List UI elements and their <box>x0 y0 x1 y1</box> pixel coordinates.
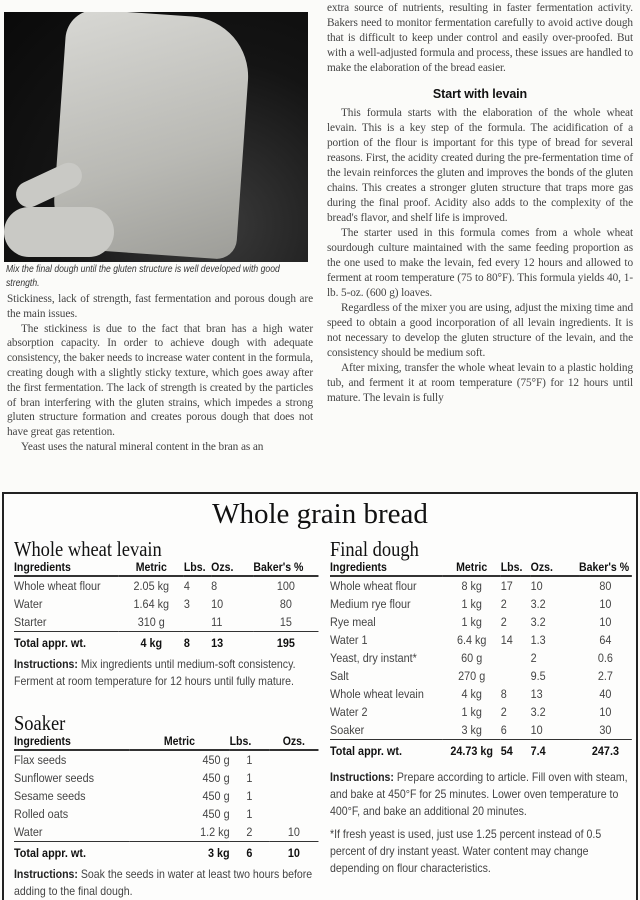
paragraph: This formula starts with the elaboration of the whole wheat levain. This is a key step of the formula. The acidification of a portion of the flour is important for this type of bread for several reasons. First, the acidity created during the pre-fermentation time of the levain reinforces the gluten and improves the bonds of the gluten chains. This creates a stronger gluten structure that traps more gas during the final proof. Acidity also adds to the complexity of the bread's flavor, and shelf life is improved. <box>327 107 633 224</box>
table-cell: 0.6 <box>597 651 613 665</box>
table-cell: Sunflower seeds <box>14 771 95 785</box>
paragraph: Yeast uses the natural mineral content in the bran as an <box>21 440 264 453</box>
table-cell: 10 <box>530 579 543 593</box>
table-cell: 8 <box>184 632 211 655</box>
table-row <box>14 769 318 787</box>
hand <box>4 207 114 257</box>
paragraph: Stickiness, lack of strength, fast fermentation and porous dough are the main issues. <box>7 293 313 320</box>
photo-caption: Mix the final dough until the gluten structure is well developed with good strength. <box>6 263 280 289</box>
table-cell: Yeast, dry instant* <box>330 651 417 665</box>
final-dough-table <box>330 560 632 762</box>
table-cell: 6.4 kg <box>456 633 487 647</box>
table-cell: Rolled oats <box>14 807 69 821</box>
table-cell: 60 g <box>461 651 483 665</box>
total-row <box>330 740 632 763</box>
table-row <box>330 703 632 721</box>
table-cell: 40 <box>599 687 612 701</box>
table-cell: 100 <box>276 579 295 593</box>
section-title: Whole wheat levain <box>14 537 162 561</box>
table-cell: 6 <box>500 723 507 737</box>
col-metric: Metric <box>119 560 184 576</box>
col-metric: Metric <box>443 560 501 576</box>
col-lbs: Lbs. <box>184 560 211 576</box>
table-cell: 13 <box>530 687 543 701</box>
table-cell: Total appr. wt. <box>14 842 129 865</box>
table-cell: 10 <box>269 842 318 865</box>
table-cell: Salt <box>330 669 349 683</box>
final-dough-section <box>330 538 632 877</box>
table-cell: 3.2 <box>530 597 546 611</box>
table-cell: 10 <box>530 723 543 737</box>
col-lbs: Lbs. <box>501 560 531 576</box>
col-bakers: Baker's % <box>253 560 318 576</box>
table-row <box>14 595 318 613</box>
table-cell: Flax seeds <box>14 753 67 767</box>
table-row <box>14 613 318 632</box>
col-ingredients: Ingredients <box>330 560 443 576</box>
table-cell: 1.2 kg <box>200 825 230 839</box>
table-header <box>14 734 318 750</box>
col-ozs: Ozs. <box>531 560 579 576</box>
table-header <box>330 560 632 576</box>
table-row <box>14 823 318 842</box>
table-cell: 450 g <box>202 807 230 821</box>
table-cell: 7.4 <box>531 740 579 763</box>
table-row <box>330 595 632 613</box>
table-cell <box>269 805 318 823</box>
table-cell: 1 <box>246 753 253 767</box>
soaker-instructions <box>14 866 318 900</box>
table-cell: 3.2 <box>530 705 546 719</box>
table-cell: 3 kg <box>129 842 229 865</box>
table-cell: 4 <box>183 579 190 593</box>
table-row <box>330 685 632 703</box>
table-cell: 247.3 <box>579 740 632 763</box>
table-cell: 1 <box>246 771 253 785</box>
table-cell: 2 <box>500 615 507 629</box>
table-cell: 10 <box>287 825 300 839</box>
instructions-text: Prepare according to article. Fill oven with steam, and bake at 450°F for 25 minutes. Lower oven temperature to 400°F, and bake an additional 20 minutes. <box>330 770 628 818</box>
total-row <box>14 842 318 865</box>
instructions-label: Instructions: <box>330 770 394 784</box>
table-cell: 2.05 kg <box>133 579 170 593</box>
table-cell: 3.2 <box>530 615 546 629</box>
table-cell: 24.73 kg <box>443 740 501 763</box>
col-ingredients: Ingredients <box>14 560 119 576</box>
table-cell: 1 <box>246 789 253 803</box>
levain-instructions <box>14 656 318 690</box>
dough-photo <box>4 12 308 262</box>
table-cell: 10 <box>599 615 612 629</box>
table-header <box>14 560 318 576</box>
table-row <box>330 613 632 631</box>
table-cell: 54 <box>501 740 531 763</box>
right-article-column <box>327 1 633 406</box>
table-cell: Water <box>14 597 43 611</box>
levain-section <box>14 538 318 690</box>
table-cell <box>501 667 531 685</box>
table-cell: 10 <box>599 705 612 719</box>
table-cell: 195 <box>253 632 318 655</box>
table-cell: Soaker <box>330 723 365 737</box>
table-cell: 14 <box>500 633 513 647</box>
table-cell: 3 kg <box>461 723 482 737</box>
instructions-label: Instructions: <box>14 657 78 671</box>
table-cell: 64 <box>599 633 612 647</box>
table-cell: 15 <box>279 615 292 629</box>
soaker-table <box>14 734 318 864</box>
instructions-text: Soak the seeds in water at least two hours before adding to the final dough. <box>14 867 313 898</box>
table-row <box>330 721 632 740</box>
table-row <box>14 750 318 769</box>
table-cell: 6 <box>230 842 270 865</box>
table-cell: 8 <box>500 687 507 701</box>
table-cell: 4 kg <box>119 632 184 655</box>
paragraph: The starter used in this formula comes from a whole wheat sourdough culture maintained with the same feeding proportion as the one used to make the levain, fed every 12 hours and allowed to ferment at room temperature (75 to 80°F). This formula yields 40, 1-lb. 5-oz. (600 g) loaves. <box>327 227 633 299</box>
recipe-title: Whole grain bread <box>212 498 428 530</box>
table-cell <box>184 613 211 632</box>
col-bakers: Baker's % <box>579 560 632 576</box>
table-cell <box>269 769 318 787</box>
col-lbs: Lbs. <box>230 734 270 750</box>
table-cell: 2 <box>500 597 507 611</box>
table-cell: Water 2 <box>330 705 368 719</box>
table-cell: 9.5 <box>530 669 546 683</box>
table-cell: 2 <box>530 651 537 665</box>
table-cell: Total appr. wt. <box>14 632 119 655</box>
footnote: *If fresh yeast is used, just use 1.25 percent instead of 0.5 percent of dry instant yeast. Water content may change depending on flour characteristics. <box>330 827 602 875</box>
soaker-section <box>14 712 318 900</box>
table-cell: Rye meal <box>330 615 376 629</box>
table-cell: 310 g <box>137 615 165 629</box>
table-cell: 2.7 <box>597 669 613 683</box>
final-instructions <box>330 769 632 820</box>
table-cell: 450 g <box>202 753 230 767</box>
table-cell: 11 <box>211 615 223 629</box>
table-cell <box>501 649 531 667</box>
section-title: Final dough <box>330 537 419 561</box>
table-cell: 30 <box>599 723 612 737</box>
table-cell: 8 kg <box>461 579 482 593</box>
table-row <box>14 787 318 805</box>
col-ozs: Ozs. <box>269 734 318 750</box>
table-cell: 1 kg <box>461 615 482 629</box>
col-metric: Metric <box>129 734 229 750</box>
table-cell: 10 <box>211 597 224 611</box>
table-cell: 13 <box>211 632 253 655</box>
table-cell: 450 g <box>202 771 230 785</box>
table-cell: 8 <box>211 579 218 593</box>
table-row <box>330 667 632 685</box>
table-cell: Water 1 <box>330 633 368 647</box>
paragraph: Regardless of the mixer you are using, adjust the mixing time and speed to obtain a good incorporation of all levain ingredients. It is not necessary to develop the gluten structure of the levain, and the consistency should be medium soft. <box>327 302 633 359</box>
instructions-text: Mix ingredients until medium-soft consistency. Ferment at room temperature for 12 hours until fully mature. <box>14 657 296 688</box>
table-cell: 2 <box>500 705 507 719</box>
table-cell: 1 kg <box>461 705 482 719</box>
levain-table <box>14 560 318 654</box>
paragraph: After mixing, transfer the whole wheat levain to a plastic holding tub, and ferment it at room temperature (75°F) for 12 hours until mature. The levain is fully <box>327 362 633 404</box>
section-title: Soaker <box>14 711 66 735</box>
instructions-label: Instructions: <box>14 867 78 881</box>
table-cell: 4 kg <box>461 687 482 701</box>
table-cell: 1.64 kg <box>133 597 170 611</box>
table-cell <box>269 787 318 805</box>
table-cell: 80 <box>279 597 292 611</box>
table-cell: Whole wheat levain <box>330 687 424 701</box>
table-cell: 17 <box>500 579 513 593</box>
table-cell: Starter <box>14 615 47 629</box>
col-ozs: Ozs. <box>211 560 253 576</box>
table-cell <box>269 750 318 769</box>
table-row <box>330 649 632 667</box>
table-cell: 270 g <box>458 669 486 683</box>
table-cell: 1 <box>246 807 253 821</box>
recipe-box <box>2 492 638 900</box>
table-cell: Whole wheat flour <box>330 579 417 593</box>
table-cell: Medium rye flour <box>330 597 411 611</box>
table-cell: 3 <box>183 597 190 611</box>
section-heading: Start with levain <box>432 87 528 101</box>
table-cell: 10 <box>599 597 612 611</box>
table-cell: 2 <box>246 825 253 839</box>
table-cell: Sesame seeds <box>14 789 86 803</box>
table-row <box>14 805 318 823</box>
table-row <box>330 576 632 595</box>
table-cell: 1.3 <box>530 633 546 647</box>
paragraph: The stickiness is due to the fact that bran has a high water absorption capacity. In order to achieve dough with adequate consistency, the baker needs to increase water content in the formula, creating dough with a slightly sticky texture, which goes away after the first fermentation. The lack of strength is created by the particles of bran interfering with the gluten strains, which impedes a strong gluten structure formation and creates porous dough that does not have great gas retention. <box>7 322 313 439</box>
table-cell: 80 <box>599 579 612 593</box>
table-cell: Water <box>14 825 43 839</box>
col-ingredients: Ingredients <box>14 734 129 750</box>
table-row <box>14 576 318 595</box>
table-row <box>330 631 632 649</box>
total-row <box>14 632 318 655</box>
left-article-column <box>7 292 313 455</box>
table-cell: 450 g <box>202 789 230 803</box>
paragraph: extra source of nutrients, resulting in faster fermentation activity. Bakers need to monitor fermentation carefully to avoid active dough that is difficult to keep under control and easily over-proofed. But with a well-adjusted formula and process, these issues are handled to make the elaboration of the bread easier. <box>327 2 633 74</box>
table-cell: Whole wheat flour <box>14 579 101 593</box>
table-cell: 1 kg <box>461 597 482 611</box>
table-cell: Total appr. wt. <box>330 740 443 763</box>
